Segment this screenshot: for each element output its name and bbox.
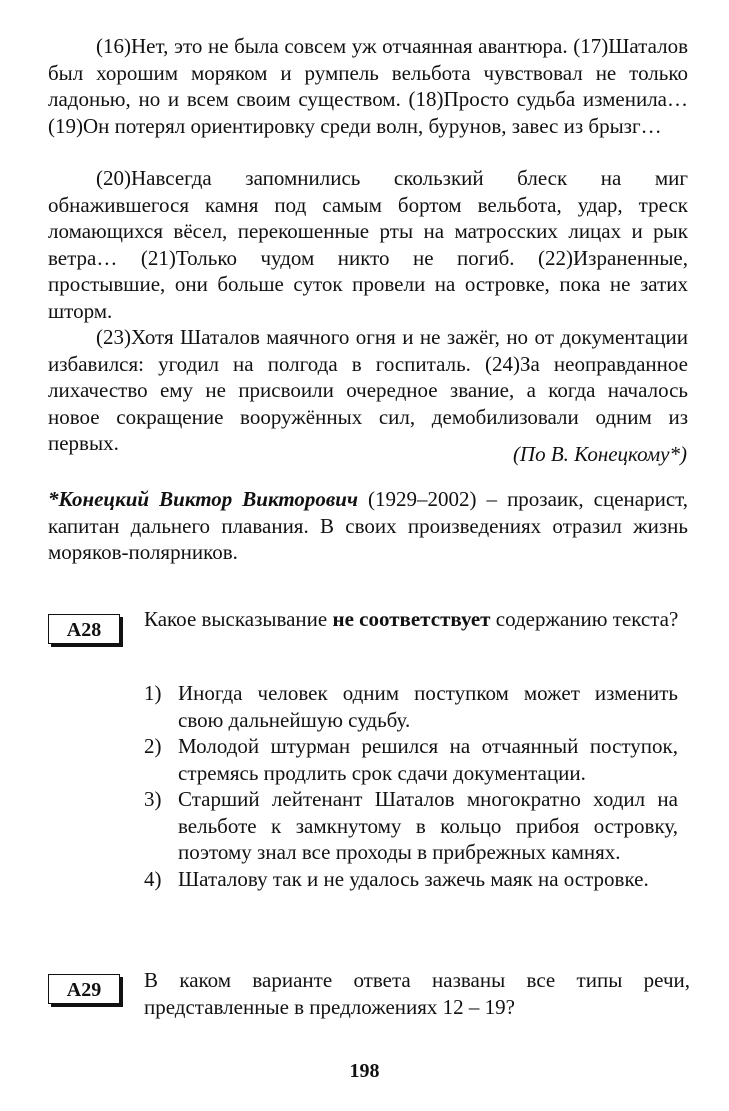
option-number: 1) <box>144 681 162 705</box>
option-number: 3) <box>144 787 162 811</box>
source-attribution: (По В. Конецкому*) <box>512 442 687 466</box>
author-footnote <box>48 486 688 566</box>
answer-option[interactable] <box>144 786 678 866</box>
answer-options-a28 <box>144 680 678 892</box>
question-a28-after: содержанию текста? <box>490 607 679 631</box>
author-name: *Конецкий Виктор Викторович <box>48 487 358 511</box>
question-a28 <box>144 606 690 633</box>
question-a28-emphasis: не соответствует <box>332 607 491 631</box>
option-text: Молодой штурман решился на отчаянный поступок, стремясь продлить срок сдачи документации. <box>178 734 678 785</box>
option-number: 2) <box>144 734 162 758</box>
option-number: 4) <box>144 866 162 891</box>
task-label-a29: А29 <box>48 974 120 1004</box>
question-a29: В каком варианте ответа названы все типы речи, представленные в предложениях 12 – 19? <box>144 968 690 1019</box>
task-label-a28: А28 <box>48 614 120 644</box>
option-text: Шаталову так и не удалось зажечь маяк на островке. <box>178 866 649 891</box>
option-text: Старший лейтенант Шаталов многократно ходил на вельботе к замкнутому в кольцо прибоя островку, поэтому знал все проходы в прибрежных камнях. <box>178 787 678 864</box>
page-number: 198 <box>349 1060 380 1082</box>
paragraph-16-19: (16)Нет, это не была совсем уж отчаянная авантюра. (17)Шаталов был хорошим моряком и румпель вельбота чувствовал не только ладонью, но и всем своим существом. (18)Просто судьба изменила… (19)Он потерял ориентировку среди волн, бурунов, завес из брызг… <box>48 34 688 138</box>
question-a28-before: Какое высказывание <box>144 607 333 631</box>
answer-option[interactable] <box>144 733 678 786</box>
answer-option[interactable] <box>144 866 678 893</box>
author-description: (1929–2002) – прозаик, сценарист, капитан дальнего плавания. В своих произведениях отразил жизнь моряков-полярников. <box>48 487 688 564</box>
paragraph-23-24: (23)Хотя Шаталов маячного огня и не зажёг, но от документации избавился: угодил на полгода в госпиталь. (24)За неоправданное лихачество ему не присвоили очередное звание, а когда началось новое сокращение вооружённых сил, демобилизовали одним из первых. <box>48 325 688 455</box>
option-text: Иногда человек одним поступком может изменить свою дальнейшую судьбу. <box>178 681 678 732</box>
answer-option[interactable] <box>144 680 678 733</box>
paragraph-20-22: (20)Навсегда запомнились скользкий блеск на миг обнажившегося камня под самым бортом вельбота, удар, треск ломающихся вёсел, перекошенные рты на матросских лицах и рык ветра… (21)Только чудом никто не погиб. (22)Израненные, простывшие, они больше суток провели на островке, пока не затих шторм. <box>48 166 688 323</box>
